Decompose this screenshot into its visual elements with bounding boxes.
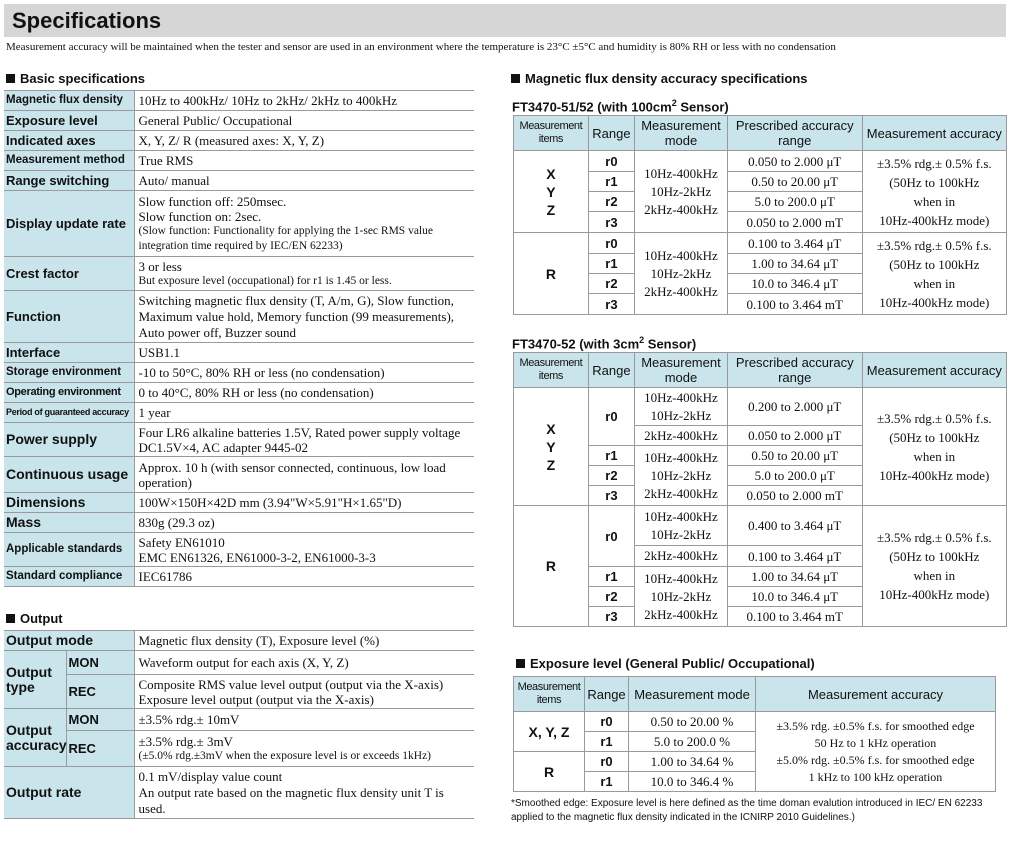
table-row [514,233,1007,254]
basic-spec-heading: Basic specifications [6,71,145,87]
col-prescribed-range: Prescribed accuracy range [727,116,862,151]
range-value: 10.0 to 346.4 μT [727,274,862,294]
header-row [514,116,1007,151]
spec-value: General Public/ Occupational [134,111,474,131]
range-value: 0.200 to 2.000 μT [727,388,862,426]
spec-label: Period of guaranteed accuracy [4,403,134,423]
table-row [514,506,1007,546]
range-value: 0.100 to 3.464 μT [727,546,862,567]
table1-title: FT3470-51/52 (with $100cm^2$ Sensor) [512,98,729,115]
range-value: 0.50 to 20.00 μT [727,172,862,192]
square-bullet-icon [511,74,520,83]
spec-value: True RMS [134,151,474,171]
col-range: Range [588,353,634,388]
range-cell: r1 [588,446,634,466]
spec-value: X, Y, Z/ R (measured axes: X, Y, Z) [134,131,474,151]
mode-cell: 10Hz-400kHz 10Hz-2kHz 2kHz-400kHz [635,567,728,627]
exposure-table [513,676,996,792]
spec-value: 10Hz to 400kHz/ 10Hz to 2kHz/ 2kHz to 400kHz [134,91,474,111]
axis-r: R [514,752,585,792]
output-row [4,767,474,819]
accuracy-cell: ±3.5% rdg.± 0.5% f.s. (50Hz to 100kHz when in 10Hz-400kHz mode) [862,506,1006,627]
mode-cell: 2kHz-400kHz [635,426,728,446]
spec-label: Operating environment [4,383,134,403]
col-measurement-items: Measurement items [514,677,585,712]
header-row [514,353,1007,388]
accuracy-note: Measurement accuracy will be maintained when the tester and sensor are used in an environment where the temperature is 23°C ±5°C and humidity is 80% RH or less with no condensation [6,41,836,53]
range-cell: r0 [585,712,629,732]
output-row [4,651,474,675]
rec-label: REC [66,675,134,709]
col-measurement-mode: Measurement mode [629,677,756,712]
col-range: Range [588,116,634,151]
spec-row [4,403,474,423]
accuracy-cell: ±3.5% rdg. ±0.5% f.s. for smoothed edge 50 Hz to 1 kHz operation ±5.0% rdg. ±0.5% f.s. for smoothed edge 1 kHz to 100 kHz operation [756,712,996,792]
output-heading: Output [6,611,63,627]
range-value: 0.050 to 2.000 mT [727,486,862,506]
page-title: Specifications [12,8,162,33]
spec-value: Four LR6 alkaline batteries 1.5V, Rated power supply voltage DC1.5V×4, AC adapter 9445-02 [134,423,474,457]
range-value: 0.100 to 3.464 mT [727,607,862,627]
range-value: 0.050 to 2.000 μT [727,151,862,172]
exposure-value: 0.50 to 20.00 % [629,712,756,732]
spec-label: Magnetic flux density [4,91,134,111]
range-cell: r0 [588,388,634,446]
col-measurement-mode: Measurement mode [635,353,728,388]
range-cell: r2 [588,466,634,486]
range-value: 10.0 to 346.4 μT [727,587,862,607]
mag-accuracy-table-1 [513,115,1007,315]
axis-r: R [514,506,589,627]
range-value: 5.0 to 200.0 μT [727,192,862,212]
spec-value: -10 to 50°C, 80% RH or less (no condensation) [134,363,474,383]
square-bullet-icon [516,659,525,668]
range-value: 0.100 to 3.464 mT [727,294,862,315]
spec-row [4,533,474,567]
axis-xyz: X Y Z [514,388,589,506]
range-value: 0.050 to 2.000 μT [727,426,862,446]
col-measurement-accuracy: Measurement accuracy [756,677,996,712]
range-value: 5.0 to 200.0 μT [727,466,862,486]
spec-value: Auto/ manual [134,171,474,191]
range-cell: r0 [588,151,634,172]
spec-label: Storage environment [4,363,134,383]
table-row [514,151,1007,172]
range-value: 0.100 to 3.464 μT [727,233,862,254]
spec-row [4,291,474,343]
title-banner [4,4,1006,37]
spec-row [4,493,474,513]
rec-label: REC [66,731,134,767]
spec-value: 3 or less But exposure level (occupational) for r1 is 1.45 or less. [134,257,474,291]
spec-value: Switching magnetic flux density (T, A/m, G), Slow function, Maximum value hold, Memory function (99 measurements), Auto power off, Buzzer sound [134,291,474,343]
range-cell: r2 [588,192,634,212]
spec-label: Crest factor [4,257,134,291]
range-value: 0.50 to 20.00 μT [727,446,862,466]
spec-row [4,131,474,151]
spec-value: 830g (29.3 oz) [134,513,474,533]
exposure-heading: Exposure level (General Public/ Occupational) [516,656,815,672]
spec-row [4,257,474,291]
spec-label: Display update rate [4,191,134,257]
spec-row [4,171,474,191]
exposure-value: 1.00 to 34.64 % [629,752,756,772]
basic-spec-table [4,90,474,587]
range-value: 0.400 to 3.464 μT [727,506,862,546]
col-prescribed-range: Prescribed accuracy range [727,353,862,388]
mode-cell: 10Hz-400kHz 10Hz-2kHz [635,506,728,546]
axis-xyz: X Y Z [514,151,589,233]
output-value: ±3.5% rdg.± 10mV [134,709,474,731]
output-value: Magnetic flux density (T), Exposure level (%) [134,631,474,651]
spec-row [4,191,474,257]
range-cell: r1 [588,172,634,192]
range-cell: r3 [588,212,634,233]
spec-value: IEC61786 [134,567,474,587]
table2-title: FT3470-52 (with $3cm^2$ Sensor) [512,335,697,352]
range-cell: r2 [588,587,634,607]
exposure-value: 5.0 to 200.0 % [629,732,756,752]
output-table [4,630,474,819]
axis-xyz: X, Y, Z [514,712,585,752]
spec-row [4,513,474,533]
output-row [4,709,474,731]
output-label: Output mode [4,631,134,651]
col-range: Range [585,677,629,712]
mode-cell: 10Hz-400kHz 10Hz-2kHz 2kHz-400kHz [635,151,728,233]
spec-label: Dimensions [4,493,134,513]
range-cell: r2 [588,274,634,294]
accuracy-cell: ±3.5% rdg.± 0.5% f.s. (50Hz to 100kHz when in 10Hz-400kHz mode) [862,151,1006,233]
spec-value: Safety EN61010 EMC EN61326, EN61000-3-2, EN61000-3-3 [134,533,474,567]
range-value: 0.050 to 2.000 mT [727,212,862,233]
table-row [514,712,996,732]
output-label: Output accuracy [4,709,66,767]
header-row [514,677,996,712]
output-row [4,631,474,651]
axis-r: R [514,233,589,315]
square-bullet-icon [6,74,15,83]
spec-label: Mass [4,513,134,533]
range-value: 1.00 to 34.64 μT [727,254,862,274]
exposure-value: 10.0 to 346.4 % [629,772,756,792]
mode-cell: 2kHz-400kHz [635,546,728,567]
spec-row [4,567,474,587]
spec-value: Approx. 10 h (with sensor connected, continuous, low load operation) [134,457,474,493]
spec-row [4,151,474,171]
spec-label: Interface [4,343,134,363]
output-label: Output type [4,651,66,709]
spec-value: 1 year [134,403,474,423]
spec-value: 100W×150H×42D mm (3.94"W×5.91"H×1.65"D) [134,493,474,513]
col-measurement-items: Measurement items [514,353,589,388]
output-label: Output rate [4,767,134,819]
range-cell: r1 [585,732,629,752]
accuracy-cell: ±3.5% rdg.± 0.5% f.s. (50Hz to 100kHz when in 10Hz-400kHz mode) [862,388,1006,506]
output-value: ±3.5% rdg.± 3mV (±5.0% rdg.±3mV when the exposure level is or exceeds 1kHz) [134,731,474,767]
mode-cell: 10Hz-400kHz 10Hz-2kHz 2kHz-400kHz [635,233,728,315]
spec-row [4,343,474,363]
range-cell: r3 [588,607,634,627]
spec-label: Standard compliance [4,567,134,587]
range-cell: r1 [588,567,634,587]
col-measurement-accuracy: Measurement accuracy [862,353,1006,388]
range-value: 1.00 to 34.64 μT [727,567,862,587]
spec-row [4,363,474,383]
spec-row [4,457,474,493]
spec-label: Measurement method [4,151,134,171]
range-cell: r0 [585,752,629,772]
range-cell: r3 [588,486,634,506]
spec-label: Range switching [4,171,134,191]
spec-label: Exposure level [4,111,134,131]
spec-row [4,383,474,403]
spec-value: Slow function off: 250msec. Slow function on: 2sec. (Slow function: Functionality for applying the 1-sec RMS value integration time required by IEC/EN 62233) [134,191,474,257]
range-cell: r1 [585,772,629,792]
spec-label: Continuous usage [4,457,134,493]
mon-label: MON [66,709,134,731]
output-value: Waveform output for each axis (X, Y, Z) [134,651,474,675]
spec-row [4,111,474,131]
spec-label: Power supply [4,423,134,457]
col-measurement-accuracy: Measurement accuracy [862,116,1006,151]
range-cell: r0 [588,233,634,254]
square-bullet-icon [6,614,15,623]
output-row [4,731,474,767]
output-value: 0.1 mV/display value count An output rate based on the magnetic flux density unit T is used. [134,767,474,819]
col-measurement-mode: Measurement mode [635,116,728,151]
spec-value: 0 to 40°C, 80% RH or less (no condensation) [134,383,474,403]
mag-accuracy-table-2 [513,352,1007,627]
accuracy-cell: ±3.5% rdg.± 0.5% f.s. (50Hz to 100kHz when in 10Hz-400kHz mode) [862,233,1006,315]
range-cell: r3 [588,294,634,315]
mode-cell: 10Hz-400kHz 10Hz-2kHz 2kHz-400kHz [635,446,728,506]
spec-value: USB1.1 [134,343,474,363]
spec-row [4,423,474,457]
spec-label: Indicated axes [4,131,134,151]
output-value: Composite RMS value level output (output via the X-axis) Exposure level output (output via the X-axis) [134,675,474,709]
output-row [4,675,474,709]
spec-label: Function [4,291,134,343]
mode-cell: 10Hz-400kHz 10Hz-2kHz [635,388,728,426]
mag-accuracy-heading: Magnetic flux density accuracy specifications [511,71,808,87]
table-row [514,388,1007,426]
mon-label: MON [66,651,134,675]
range-cell: r1 [588,254,634,274]
spec-row [4,91,474,111]
footnote: *Smoothed edge: Exposure level is here defined as the time doman evalution introduced in IEC/ EN 62233 applied to the magnetic flux density indicated in the ICNIRP 2010 Guidelines.) [511,798,983,823]
spec-label: Applicable standards [4,533,134,567]
range-cell: r0 [588,506,634,567]
col-measurement-items: Measurement items [514,116,589,151]
